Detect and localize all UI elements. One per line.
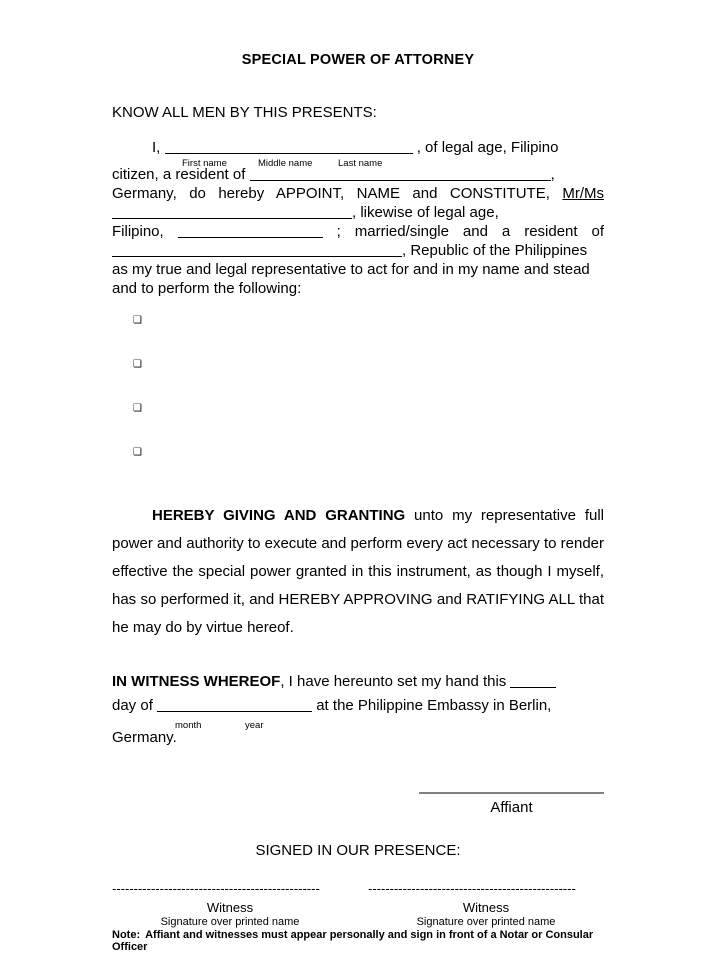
powers-list: [112, 316, 604, 492]
list-item[interactable]: [112, 360, 604, 404]
granting-lead: HEREBY GIVING AND GRANTING: [152, 507, 406, 524]
affiant-name-blank[interactable]: [165, 140, 413, 154]
checkbox-square-icon: ❑: [133, 359, 142, 370]
note-label: Note:: [112, 929, 141, 941]
attorney-city-blank[interactable]: [112, 243, 402, 257]
label-last-name: Last name: [338, 158, 383, 169]
constitute-text: Germany, do hereby APPOINT, NAME and CONSTITUTE,: [112, 185, 550, 202]
witness-after-lead: , I have hereunto set my hand this: [280, 673, 507, 690]
witness-signature-line-left[interactable]: ------------------------------------------------: [112, 881, 320, 896]
document-body: [112, 0, 604, 953]
attorney-name-blank[interactable]: [112, 205, 352, 219]
signed-in-presence-heading: SIGNED IN OUR PRESENCE:: [255, 842, 461, 859]
affiant-signature-block: [112, 792, 604, 816]
witness-clause-line3: Germany.: [112, 729, 177, 746]
witness-block-left: [112, 881, 348, 928]
witness-sublabel-left: Signature over printed name: [160, 916, 300, 928]
filipino-label: Filipino,: [112, 223, 164, 240]
checkbox-square-icon: ❑: [133, 315, 142, 326]
recital-line-representative: as my true and legal representative to act for and in my name and stead: [112, 261, 590, 278]
recital-line-civil-status: [112, 222, 604, 241]
semicolon-text: ;: [336, 223, 341, 240]
affiant-signature-line[interactable]: [419, 792, 604, 794]
recital-line-city: [112, 241, 604, 260]
recital-block: [112, 138, 604, 298]
day-of-text: day of: [112, 697, 153, 714]
republic-text: , Republic of the Philippines: [402, 242, 588, 259]
recital-line-constitute: [112, 184, 604, 203]
witness-signature-line-right[interactable]: ------------------------------------------------: [368, 881, 576, 896]
witness-clause-paragraph: [112, 670, 604, 750]
witness-sublabel-right: Signature over printed name: [416, 916, 556, 928]
list-item[interactable]: [112, 404, 604, 448]
i-prefix: I,: [152, 139, 161, 156]
name-field-labels: [112, 154, 604, 169]
attorney-status-blank[interactable]: [178, 224, 323, 238]
witness-signature-row: [112, 881, 604, 928]
label-middle-name: Middle name: [258, 158, 313, 169]
checkbox-square-icon: ❑: [133, 403, 142, 414]
footer-note: [112, 929, 604, 953]
granting-body: unto my representative full power and authority to execute and perform every act necessary to render effective the special power granted in this instrument, as though I myself, has so performed it, and HEREBY APPROVING and RATIFYING ALL that he may do by virtue hereof.: [112, 507, 605, 636]
witness-label-left: Witness: [206, 900, 254, 915]
place-text: at the Philippine Embassy in Berlin,: [316, 697, 552, 714]
witness-block-right: [368, 881, 604, 928]
granting-paragraph: [112, 502, 604, 642]
list-item[interactable]: [112, 448, 604, 492]
month-year-labels: [112, 714, 604, 731]
day-blank[interactable]: [510, 674, 556, 688]
witness-lead: IN WITNESS WHEREOF: [112, 673, 281, 690]
checkbox-square-icon: ❑: [133, 447, 142, 458]
likewise-text: , likewise of legal age,: [352, 204, 499, 221]
witness-clause-line1: [112, 670, 604, 694]
recital-line-perform: and to perform the following:: [112, 280, 302, 297]
resident-suffix-text: ,: [550, 166, 555, 183]
opening-clause: KNOW ALL MEN BY THIS PRESENTS:: [112, 104, 377, 121]
married-single-text: married/single and a resident of: [354, 223, 605, 240]
witness-label-right: Witness: [462, 900, 510, 915]
resident-prefix-text: citizen, a resident of: [112, 166, 246, 183]
label-month: month: [175, 720, 202, 731]
recital-line-attorney-name: [112, 203, 604, 222]
affiant-label: Affiant: [490, 799, 533, 816]
month-year-blank[interactable]: [157, 698, 312, 712]
note-text: Affiant and witnesses must appear personally and sign in front of a Notar or Consular Officer: [112, 929, 594, 953]
of-legal-age-text: , of legal age, Filipino: [416, 139, 559, 156]
page-title: SPECIAL POWER OF ATTORNEY: [241, 52, 475, 68]
list-item[interactable]: [112, 316, 604, 360]
mr-ms-label: Mr/Ms: [562, 185, 604, 202]
label-year: year: [245, 720, 264, 731]
label-first-name: First name: [182, 158, 227, 169]
